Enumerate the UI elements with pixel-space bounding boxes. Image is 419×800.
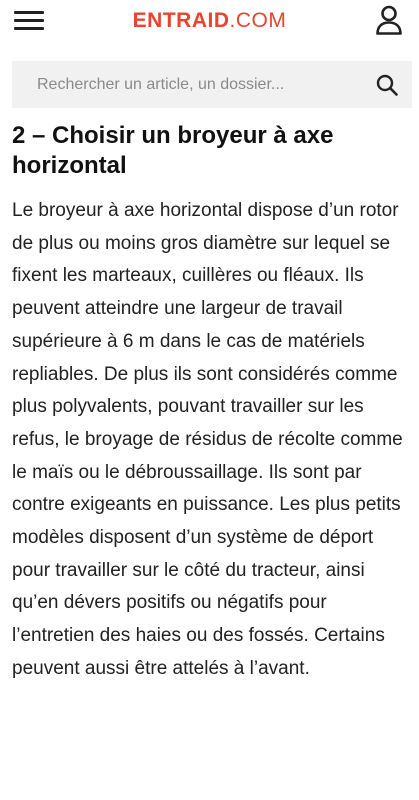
section-heading: 2 – Choisir un broyeur à axe horizontal — [12, 122, 334, 179]
site-header — [0, 0, 419, 42]
article-section — [12, 121, 412, 686]
article-paragraph: Le broyeur à axe horizontal dispose d’un rotor de plus ou moins gros diamètre sur lequel se fixent les marteaux, cuillères ou fléaux. Ils peuvent atteindre une largeur de travail supérieure à 6 m dans le cas de matériels repliables. De plus ils sont considérés comme plus polyvalents, pouvant travailler sur les refus, le broyage de résidus de récolte comme le maïs ou le débroussaillage. Ils sont par contre exigeants en puissance. Les plus petits modèles disposent d’un système de déport pour travailler sur le côté du tracteur, ainsi qu’en dévers positifs ou négatifs pour l’entretien des haies ou des fossés. Certains peuvent aussi être attelés à l’avant. — [12, 200, 403, 679]
user-account-icon[interactable] — [375, 5, 403, 35]
search-icon[interactable] — [362, 61, 412, 108]
logo-brand: ENTRAID — [132, 9, 230, 32]
site-logo[interactable] — [0, 10, 419, 32]
logo-tld: .COM — [229, 9, 287, 32]
search-icon-svg — [376, 74, 398, 96]
search-input[interactable] — [12, 61, 362, 108]
user-icon-svg — [375, 5, 403, 35]
search-bar — [12, 61, 412, 108]
